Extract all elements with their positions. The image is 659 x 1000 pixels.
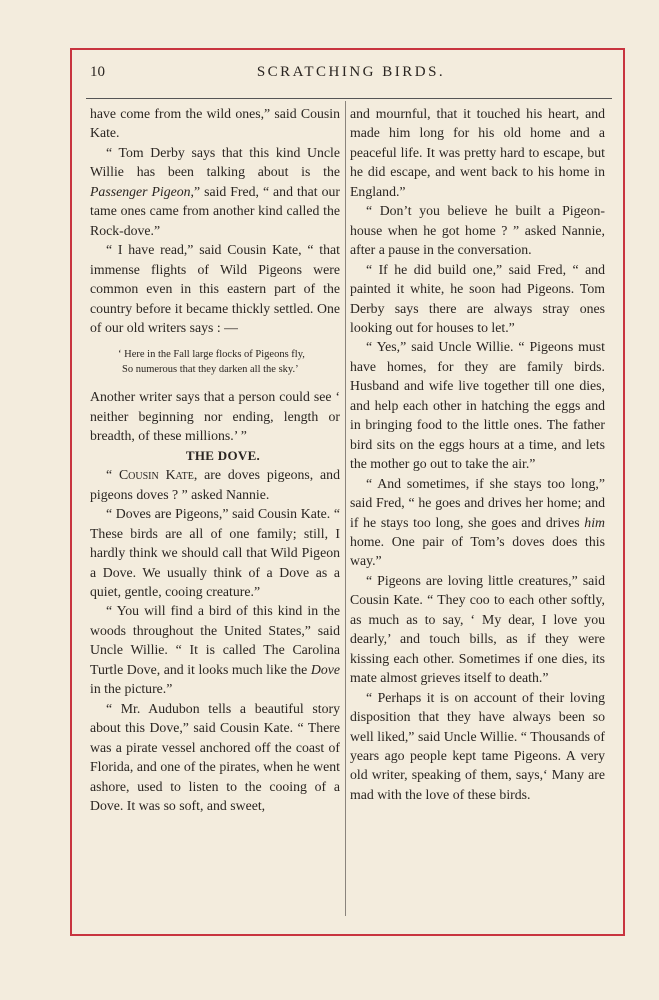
header-rule — [86, 98, 612, 99]
paragraph: “ Cousin Kate, are doves pigeons, and pigeons doves ? ” asked Nannie. — [90, 467, 340, 502]
paragraph: “ Doves are Pigeons,” said Cousin Kate. “ These birds are all of one family; still, I hardly think we should call that Wild Pigeon a Dove. We usually think of a Dove as a quiet, gentle, cooing creature.” — [90, 506, 340, 599]
verse-quote — [90, 347, 340, 377]
verse-line: So numerous that they darken all the sky.’ — [122, 364, 299, 376]
column-divider — [345, 101, 346, 916]
section-title: THE DOVE. — [185, 447, 261, 463]
paragraph: “ And sometimes, if she stays too long,” said Fred, “ he goes and drives her home; and if he stays too long, she goes and drives him home. One pair of Tom’s doves does this way.” — [350, 475, 605, 569]
paragraph: “ If he did build one,” said Fred, “ and painted it white, he soon had Pigeons. Tom Derby says there are always stray ones looking out for houses to let.” — [350, 261, 605, 335]
paragraph: “ Yes,” said Uncle Willie. “ Pigeons must have homes, for they are family birds. Husband and wife live together till one dies, and help each other in hatching the eggs and in bringing food to the little ones. The father bird sits on the eggs hours at a time, and lets the mother go out to take the air.” — [350, 339, 605, 472]
page-number: 10 — [90, 64, 105, 80]
paragraph: Another writer says that a person could see ‘ neither beginning nor ending, length or breadth, of these millions.’ ” — [90, 389, 340, 444]
right-column — [350, 104, 605, 804]
paragraph: “ Pigeons are loving little creatures,” said Cousin Kate. “ They coo to each other softly, as much as to say, ‘ My dear, I love you dearly,’ and touch bills, as if they were kissing each other. Sometimes if one dies, its mate almost grieves itself to death.” — [350, 572, 605, 686]
paragraph: “ Don’t you believe he built a Pigeon-house when he got home ? ” asked Nannie, after a pause in the conversation. — [350, 203, 605, 258]
paragraph: “ You will find a bird of this kind in the woods throughout the United States,” said Uncle Willie. “ It is called The Carolina Turtle Dove, and it looks much like the Dove in the picture.” — [90, 603, 340, 697]
paragraph: “ Mr. Audubon tells a beautiful story about this Dove,” said Cousin Kate. “ There was a pirate vessel anchored off the coast of Florida, and one of the pirates, when he went ashore, used to listen to the cooing of a Dove. It was so soft, and sweet, — [90, 700, 340, 813]
verse-line: ‘ Here in the Fall large flocks of Pigeons fly, — [118, 349, 305, 361]
paragraph: “ Perhaps it is on account of their loving disposition that they have always been so well liked,” said Uncle Willie. “ Thousands of years ago people kept tame Pigeons. A very old writer, speaking of them, says,‘ Many are mad with the love of these birds. — [350, 689, 605, 802]
page-header — [86, 64, 616, 88]
paragraph: “ Tom Derby says that this kind Uncle Willie has been talking about is the Passenger Pigeon,” said Fred, “ and that our tame ones came from another kind called the Rock-dove.” — [90, 144, 340, 238]
running-title: SCRATCHING BIRDS. — [256, 64, 446, 80]
paragraph: and mournful, that it touched his heart, and made him long for his old home and a peaceful life. It was pretty hard to escape, but he did escape, and went back to his home in England.” — [350, 106, 605, 199]
left-column — [90, 104, 340, 815]
paragraph: “ I have read,” said Cousin Kate, “ that immense flights of Wild Pigeons were common even in this eastern part of the country before it became thickly settled. One of our old writers says : — — [90, 242, 340, 335]
paragraph: have come from the wild ones,” said Cousin Kate. — [90, 106, 340, 141]
